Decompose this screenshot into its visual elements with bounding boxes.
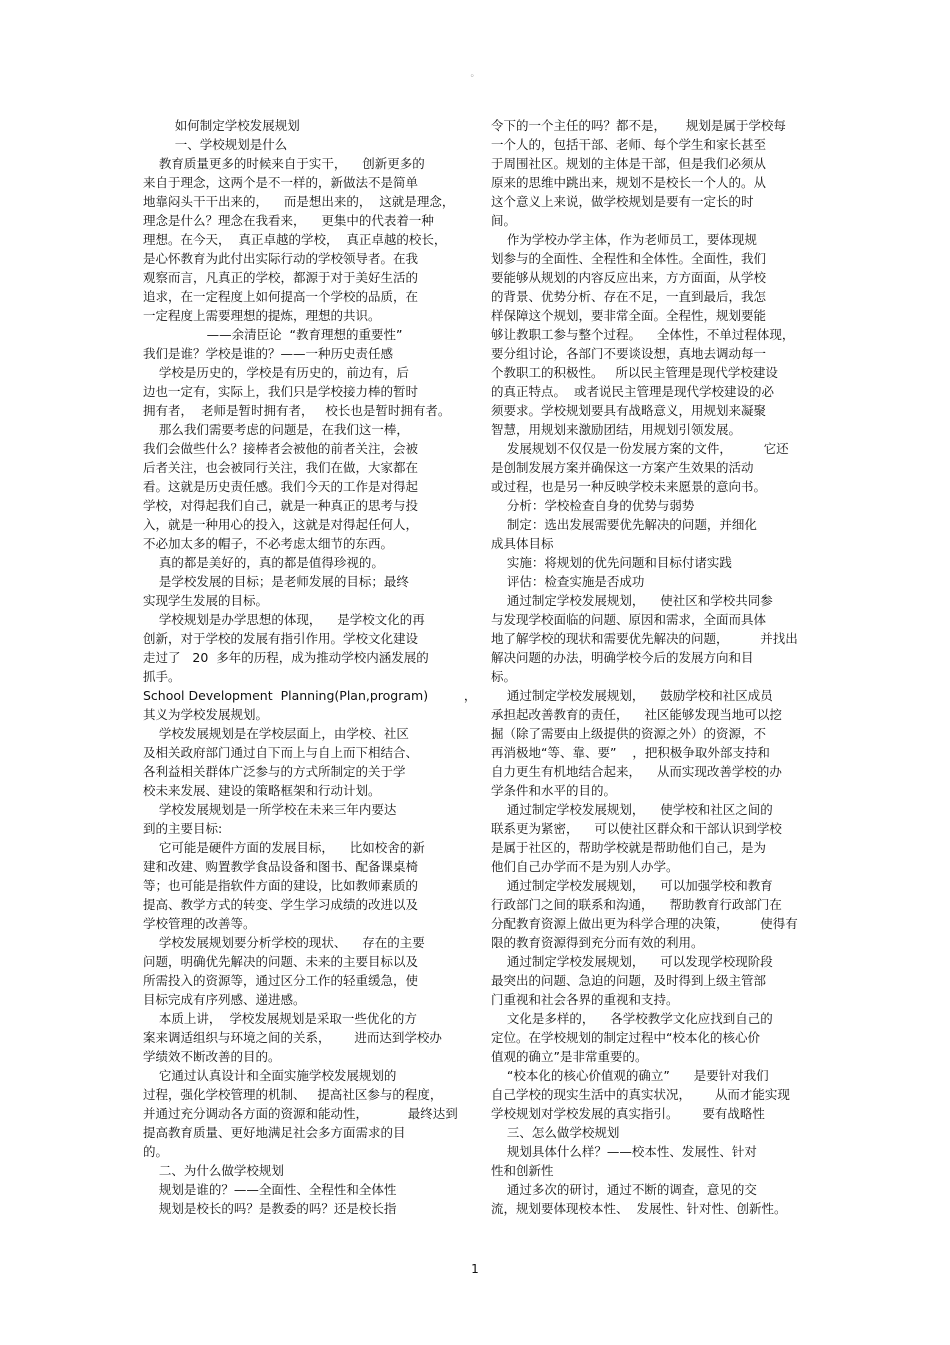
text-line: 教育质量更多的时候来自于实干， 创新更多的	[143, 156, 425, 171]
text-line: 评估：检查实施是否成功	[491, 574, 645, 589]
text-line: 制定：选出发展需要优先解决的问题，并细化	[491, 517, 757, 532]
text-line: 的背景、优势分析、存在不足，一直到最后，我怎	[491, 289, 767, 304]
text-line: 地靠闷头干干出来的， 而是想出来的， 这就是理念，	[143, 194, 455, 209]
text-line: 它可能是硬件方面的发展目标， 比如校舍的新	[143, 840, 425, 855]
text-line: 自己学校的现实生活中的真实状况， 从而才能实现	[491, 1087, 790, 1102]
text-line: 这个意义上来说，做学校规划是要有一定长的时	[491, 194, 754, 209]
text-line: 不必加太多的帽子，不必考虑太细节的东西。	[143, 536, 394, 551]
text-line: 建和改建、购置教学食品设备和图书、配备课桌椅	[143, 859, 419, 874]
text-line: 地了解学校的现状和需要优先解决的问题， 并找出	[491, 631, 798, 646]
text-line: 一、学校规划是什么	[143, 137, 288, 152]
text-line: 并通过充分调动各方面的资源和能动性， 最终达到	[143, 1106, 458, 1121]
text-line: 抓手。	[143, 669, 181, 684]
text-line: 学校发展规划是在学校层面上，由学校、社区	[143, 726, 409, 741]
text-line: 学校规划是办学思想的体现， 是学校文化的再	[143, 612, 425, 627]
text-line: 或过程，也是另一种反映学校未来愿景的意向书。	[491, 479, 767, 494]
text-line: 值观的确立”是非常重要的。	[491, 1049, 648, 1064]
text-line: 通过制定学校发展规划， 可以发现学校现阶段	[491, 954, 773, 969]
text-line: 三、怎么做学校规划	[491, 1125, 620, 1140]
text-line: 与发现学校面临的问题、原因和需求，全面而具体	[491, 612, 767, 627]
text-line: 真的都是美好的，真的都是值得珍视的。	[143, 555, 384, 570]
text-line: 如何制定学校发展规划	[143, 118, 300, 133]
text-line: 自力更生有机地结合起来， 从而实现改善学校的办	[491, 764, 782, 779]
text-line: 学绩效不断改善的目的。	[143, 1049, 281, 1064]
text-line: 最突出的问题、急迫的问题，及时得到上级主管部	[491, 973, 767, 988]
text-line: 够让教职工参与整个过程。 全体性，不单过程体现，	[491, 327, 795, 342]
text-line: 本质上讲， 学校发展规划是采取一些优化的方	[143, 1011, 417, 1026]
text-line: 拥有者， 老师是暂时拥有者， 校长也是暂时拥有者。	[143, 403, 451, 418]
text-line: 其义为学校发展规划。	[143, 707, 269, 722]
text-line: 学条件和水平的目的。	[491, 783, 617, 798]
text-line: 提高、教学方式的转变、学生学习成绩的改进以及	[143, 897, 419, 912]
text-line: 一定程度上需要理想的提炼，理想的共识。	[143, 308, 381, 323]
text-line: 行政部门之间的联系和沟通， 帮助教育行政部门在	[491, 897, 782, 912]
text-line: 的。	[143, 1144, 169, 1159]
text-line: 理念是什么？理念在我看来， 更集中的代表着一种	[143, 213, 434, 228]
text-line: 间。	[491, 213, 517, 228]
text-line: 我们是谁？学校是谁的？——一种历史责任感	[143, 346, 394, 361]
text-line: 分析：学校检查自身的优势与弱势	[491, 498, 695, 513]
text-line: 个教职工的积极性。 所以民主管理是现代学校建设	[491, 365, 778, 380]
text-line: 流，规划要体现校本性、 发展性、针对性、创新性。	[491, 1201, 787, 1216]
text-line: 规划是谁的？——全面性、全程性和全体性	[143, 1182, 397, 1197]
text-line: 须要求。学校规划要具有战略意义，用规划来凝聚	[491, 403, 767, 418]
text-line: 再消极地“等、靠、要” ，把积极争取外部支持和	[491, 745, 770, 760]
text-line: 边也一定有，实际上，我们只是学校接力棒的暂时	[143, 384, 419, 399]
text-line: 样保障这个规划，要非常全面。全程性，规划要能	[491, 308, 767, 323]
text-line: 规划具体什么样？——校本性、发展性、针对	[491, 1144, 757, 1159]
text-line: 各利益相关群体广泛参与的方式所制定的关于学	[143, 764, 406, 779]
text-line: 学校发展规划是一所学校在未来三年内要达	[143, 802, 397, 817]
text-line: 通过多次的研讨，通过不断的调查，意见的交	[491, 1182, 757, 1197]
text-line: 走过了 20 多年的历程，成为推动学校内涵发展的	[143, 650, 429, 665]
text-line: 通过制定学校发展规划， 使社区和学校共同参	[491, 593, 773, 608]
text-line: 那么我们需要考虑的问题是，在我们这一棒，	[143, 422, 409, 437]
text-line: 规划是校长的吗？是教委的吗？还是校长指	[143, 1201, 397, 1216]
text-line: School Development Planning(Plan,program) ，	[143, 688, 477, 703]
left-column	[143, 116, 477, 1218]
text-line: 要分组讨论，各部门不要谈设想，真地去调动每一	[491, 346, 767, 361]
text-line: 案来调适组织与环境之间的关系， 进而达到学校办	[143, 1030, 442, 1045]
text-line: 后者关注，也会被同行关注，我们在做，大家都在	[143, 460, 419, 475]
text-line: 及相关政府部门通过自下而上与自上而下相结合、	[143, 745, 419, 760]
text-line: 于周围社区。规划的主体是干部，但是我们必须从	[491, 156, 767, 171]
text-line: ——余清臣论 “教育理想的重要性”	[143, 327, 403, 342]
text-line: 到的主要目标:	[143, 821, 223, 836]
text-line: 标。	[491, 669, 517, 684]
text-line: 的真正特点。 或者说民主管理是现代学校建设的必	[491, 384, 774, 399]
text-line: 门重视和社会各界的重视和支持。	[491, 992, 679, 1007]
text-line: 创新，对于学校的发展有指引作用。学校文化建设	[143, 631, 419, 646]
text-line: 实现学生发展的目标。	[143, 593, 269, 608]
text-line: 是创制发展方案并确保这一方案产生效果的活动	[491, 460, 754, 475]
text-line: 是学校发展的目标；是老师发展的目标；最终	[143, 574, 409, 589]
text-line: 我们会做些什么？接棒者会被他的前者关注，会被	[143, 441, 419, 456]
text-line: 学校，对得起我们自己，就是一种真正的思考与投	[143, 498, 419, 513]
text-line: 学校发展规划要分析学校的现状、 存在的主要	[143, 935, 425, 950]
text-line: 实施：将规划的优先问题和目标付诸实践	[491, 555, 732, 570]
text-line: 学校管理的改善等。	[143, 916, 256, 931]
text-line: 划参与的全面性、全程性和全体性。全面性，我们	[491, 251, 767, 266]
text-line: 智慧，用规划来激励团结，用规划引领发展。	[491, 422, 742, 437]
text-line: 承担起改善教育的责任， 社区能够发现当地可以挖	[491, 707, 782, 722]
text-line: 限的教育资源得到充分而有效的利用。	[491, 935, 704, 950]
text-line: 性和创新性	[491, 1163, 554, 1178]
text-line: 来自于理念，这两个是不一样的，新做法不是简单	[143, 175, 419, 190]
text-line: 二、为什么做学校规划	[143, 1163, 284, 1178]
text-line: 令下的一个主任的吗？都不是， 规划是属于学校每	[491, 118, 786, 133]
text-line: 发展规划不仅仅是一份发展方案的文件， 它还	[491, 441, 789, 456]
text-line: 所需投入的资源等，通过区分工作的轻重缓急，使	[143, 973, 419, 988]
page-number: 1	[471, 1262, 479, 1276]
text-line: 解决问题的办法，明确学校今后的发展方向和目	[491, 650, 754, 665]
text-line: 作为学校办学主体，作为老师员工，要体现规	[491, 232, 757, 247]
text-line: 提高教育质量、更好地满足社会多方面需求的目	[143, 1125, 406, 1140]
text-line: 是心怀教育为此付出实际行动的学校领导者。在我	[143, 251, 419, 266]
text-line: 是属于社区的，帮助学校就是帮助他们自己，是为	[491, 840, 767, 855]
text-line: 观察而言，凡真正的学校，都源于对于美好生活的	[143, 270, 419, 285]
text-line: 一个人的，包括干部、老师、每个学生和家长甚至	[491, 137, 767, 152]
text-line: 看。这就是历史责任感。我们今天的工作是对得起	[143, 479, 419, 494]
text-line: 理想。在今天， 真正卓越的学校， 真正卓越的校长，	[143, 232, 447, 247]
text-line: 分配教育资源上做出更为科学合理的决策， 使得有	[491, 916, 798, 931]
text-line: 联系更为紧密， 可以使社区群众和干部认识到学校	[491, 821, 782, 836]
text-line: 通过制定学校发展规划， 使学校和社区之间的	[491, 802, 773, 817]
text-line: 学校规划对学校发展的真实指引。 要有战略性	[491, 1106, 765, 1121]
text-line: 定位。在学校规划的制定过程中“校本化的核心价	[491, 1030, 760, 1045]
text-line: 通过制定学校发展规划， 鼓励学校和社区成员	[491, 688, 773, 703]
text-line: 成具体目标	[491, 536, 554, 551]
text-line: 他们自己办学而不是为别人办学。	[491, 859, 679, 874]
text-line: 通过制定学校发展规划， 可以加强学校和教育	[491, 878, 773, 893]
text-line: 等；也可能是指软件方面的建设，比如教师素质的	[143, 878, 419, 893]
text-line: 问题，明确优先解决的问题、未来的主要目标以及	[143, 954, 419, 969]
text-line: 目标完成有序列感、递进感。	[143, 992, 306, 1007]
text-line: 过程，强化学校管理的机制、 提高社区参与的程度，	[143, 1087, 443, 1102]
text-line: 掘（除了需要由上级提供的资源之外）的资源，不	[491, 726, 767, 741]
top-mark: 。	[470, 69, 480, 79]
text-line: 学校是历史的，学校是有历史的，前边有，后	[143, 365, 409, 380]
text-line: 原来的思维中跳出来，规划不是校长一个人的。从	[491, 175, 767, 190]
text-line: 文化是多样的， 各学校教学文化应找到自己的	[491, 1011, 773, 1026]
right-column	[491, 116, 803, 1218]
text-line: 要能够从规划的内容反应出来，方方面面，从学校	[491, 270, 767, 285]
text-line: “校本化的核心价值观的确立” 是要针对我们	[491, 1068, 769, 1083]
text-line: 校未来发展、建设的策略框架和行动计划。	[143, 783, 381, 798]
text-line: 它通过认真设计和全面实施学校发展规划的	[143, 1068, 397, 1083]
text-line: 追求，在一定程度上如何提高一个学校的品质，在	[143, 289, 419, 304]
text-line: 入，就是一种用心的投入，这就是对得起任何人，	[143, 517, 419, 532]
